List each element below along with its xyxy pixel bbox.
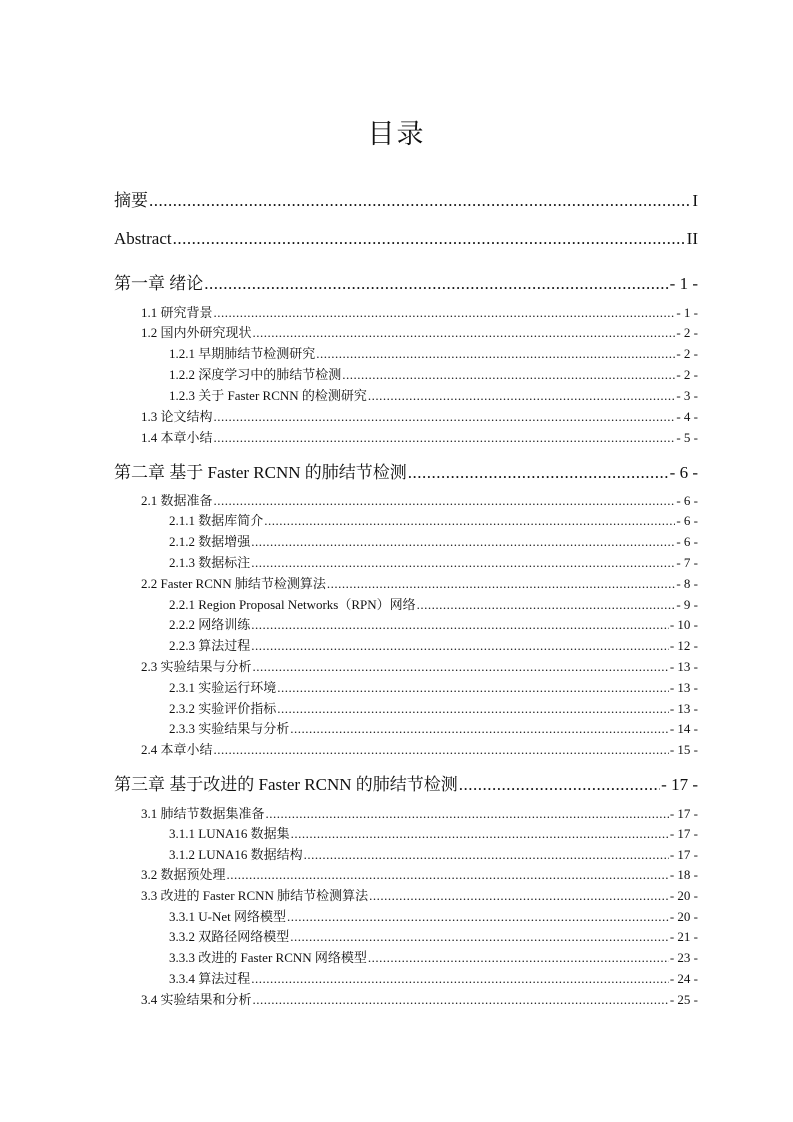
toc-dot-leader <box>369 888 669 904</box>
toc-entry-label: Abstract <box>114 229 172 248</box>
toc-dot-leader <box>214 493 676 509</box>
toc-entry-page: - 8 - <box>676 576 698 591</box>
toc-entry-label: 1.2 国内外研究现状 <box>141 325 252 340</box>
toc-entry-page: - 6 - <box>676 534 698 549</box>
toc-entry-label: 1.4 本章小结 <box>141 430 213 445</box>
toc-entry-page: - 17 - <box>661 775 698 794</box>
toc-entry[interactable] <box>169 926 698 945</box>
toc-entry-label: 3.4 实验结果和分析 <box>141 992 252 1007</box>
toc-entry-page: - 1 - <box>669 274 698 293</box>
toc-entry-page: - 17 - <box>669 847 698 862</box>
toc-entry[interactable] <box>114 770 698 795</box>
toc-dot-leader <box>214 742 669 758</box>
toc-entry[interactable] <box>141 989 698 1008</box>
toc-entry-page: - 20 - <box>669 888 698 903</box>
toc-entry[interactable] <box>169 343 698 362</box>
toc-entry-page: - 13 - <box>669 659 698 674</box>
toc-entry-label: 3.3.3 改进的 Faster RCNN 网络模型 <box>169 950 367 965</box>
toc-dot-leader <box>264 513 675 529</box>
toc-dot-leader <box>214 409 676 425</box>
toc-entry-label: 3.1.2 LUNA16 数据结构 <box>169 847 303 862</box>
toc-entry-label: 2.2.3 算法过程 <box>169 638 251 653</box>
toc-entry-label: 2.1.2 数据增强 <box>169 534 251 549</box>
toc-entry[interactable] <box>169 698 698 717</box>
toc-entry[interactable] <box>114 229 698 249</box>
toc-entry[interactable] <box>169 677 698 696</box>
toc-entry[interactable] <box>169 531 698 550</box>
toc-entry[interactable] <box>141 490 698 509</box>
toc-entry-label: 1.2.3 关于 Faster RCNN 的检测研究 <box>169 388 367 403</box>
toc-entry-label: 1.2.2 深度学习中的肺结节检测 <box>169 367 342 382</box>
toc-dot-leader <box>408 463 669 483</box>
toc-entry-label: 3.3 改进的 Faster RCNN 肺结节检测算法 <box>141 888 369 903</box>
toc-entry-page: I <box>692 191 698 210</box>
toc-entry-page: - 18 - <box>669 867 698 882</box>
toc-entry-label: 1.1 研究背景 <box>141 305 213 320</box>
toc-entry-label: 2.3.3 实验结果与分析 <box>169 721 290 736</box>
toc-entry-page: - 1 - <box>676 305 698 320</box>
toc-entry[interactable] <box>169 364 698 383</box>
toc-entry[interactable] <box>141 739 698 758</box>
toc-entry-label: 2.4 本章小结 <box>141 742 213 757</box>
toc-entry-label: 2.3.2 实验评价指标 <box>169 701 277 716</box>
toc-dot-leader <box>459 775 660 795</box>
toc-dot-leader <box>304 847 669 863</box>
toc-dot-leader <box>327 576 675 592</box>
toc-entry-page: - 9 - <box>676 597 698 612</box>
toc-entry-label: 第二章 基于 Faster RCNN 的肺结节检测 <box>114 463 407 482</box>
toc-entry[interactable] <box>141 427 698 446</box>
toc-entry[interactable] <box>169 510 698 529</box>
toc-dot-leader <box>368 388 675 404</box>
toc-dot-leader <box>251 617 669 633</box>
toc-dot-leader <box>251 638 669 654</box>
toc-entry-page: - 23 - <box>669 950 698 965</box>
toc-dot-leader <box>204 274 668 294</box>
toc-entry[interactable] <box>114 458 698 483</box>
toc-entry-label: 3.3.4 算法过程 <box>169 971 251 986</box>
toc-entry-page: - 3 - <box>676 388 698 403</box>
toc-entry-page: - 2 - <box>676 346 698 361</box>
toc-entry-page: - 24 - <box>669 971 698 986</box>
toc-dot-leader <box>368 950 669 966</box>
toc-entry-page: - 6 - <box>676 493 698 508</box>
toc-dot-leader <box>316 346 675 362</box>
toc-entry-page: - 10 - <box>669 617 698 632</box>
toc-entry-page: - 15 - <box>669 742 698 757</box>
toc-entry[interactable] <box>169 718 698 737</box>
toc-entry[interactable] <box>169 594 698 613</box>
toc-entry-label: 3.1 肺结节数据集准备 <box>141 806 265 821</box>
page-title: 目录 <box>367 119 426 150</box>
toc-entry-page: - 14 - <box>669 721 698 736</box>
toc-entry[interactable] <box>169 947 698 966</box>
toc-entry[interactable] <box>141 803 698 822</box>
toc-entry-page: - 2 - <box>676 367 698 382</box>
toc-dot-leader <box>227 867 669 883</box>
toc-dot-leader <box>291 826 669 842</box>
toc-entry-label: 3.3.1 U-Net 网络模型 <box>169 909 286 924</box>
toc-entry-label: 3.3.2 双路径网络模型 <box>169 929 290 944</box>
toc-dot-leader <box>290 721 669 737</box>
toc-entry-page: - 21 - <box>669 929 698 944</box>
toc-dot-leader <box>214 305 676 321</box>
toc-entry[interactable] <box>169 968 698 987</box>
toc-entry[interactable] <box>141 656 698 675</box>
toc-entry-page: - 4 - <box>676 409 698 424</box>
toc-entry-page: - 25 - <box>669 992 698 1007</box>
toc-entry[interactable] <box>169 552 698 571</box>
toc-entry[interactable] <box>169 614 698 633</box>
toc-dot-leader <box>149 191 691 211</box>
toc-entry-page: - 20 - <box>669 909 698 924</box>
toc-dot-leader <box>251 971 669 987</box>
toc-entry-page: - 5 - <box>676 430 698 445</box>
toc-dot-leader <box>277 680 669 696</box>
toc-entry-label: 2.2 Faster RCNN 肺结节检测算法 <box>141 576 326 591</box>
toc-entry[interactable] <box>141 864 698 883</box>
toc-entry-label: 2.2.1 Region Proposal Networks（RPN）网络 <box>169 597 416 612</box>
toc-entry-label: 2.3 实验结果与分析 <box>141 659 252 674</box>
toc-entry-page: - 13 - <box>669 680 698 695</box>
toc-entry[interactable] <box>169 635 698 654</box>
toc-entry[interactable] <box>141 322 698 341</box>
toc-dot-leader <box>266 806 669 822</box>
toc-dot-leader <box>251 555 675 571</box>
toc-entry[interactable] <box>141 406 698 425</box>
toc-entry-page: - 17 - <box>669 826 698 841</box>
toc-entry-label: 3.2 数据预处理 <box>141 867 226 882</box>
toc-dot-leader <box>251 534 675 550</box>
toc-entry-label: 2.2.2 网络训练 <box>169 617 251 632</box>
toc-entry-page: - 12 - <box>669 638 698 653</box>
toc-entry[interactable] <box>169 906 698 925</box>
toc-entry-page: II <box>686 229 698 248</box>
toc-entry-page: - 13 - <box>669 701 698 716</box>
toc-entry[interactable] <box>141 885 698 904</box>
toc-entry-label: 第三章 基于改进的 Faster RCNN 的肺结节检测 <box>114 775 458 794</box>
toc-entry[interactable] <box>141 573 698 592</box>
toc-entry-label: 第一章 绪论 <box>114 274 204 293</box>
toc-entry-page: - 7 - <box>676 555 698 570</box>
toc-dot-leader <box>214 430 676 446</box>
toc-entry[interactable] <box>169 385 698 404</box>
toc-entry[interactable] <box>169 823 698 842</box>
toc-entry[interactable] <box>169 844 698 863</box>
toc-entry-label: 摘要 <box>114 191 148 210</box>
toc-dot-leader <box>342 367 675 383</box>
toc-entry-label: 3.1.1 LUNA16 数据集 <box>169 826 290 841</box>
toc-dot-leader <box>173 229 686 249</box>
toc-entry-page: - 17 - <box>669 806 698 821</box>
toc-entry[interactable] <box>141 302 698 321</box>
toc-entry-page: - 6 - <box>676 513 698 528</box>
toc-entry-label: 2.1.1 数据库简介 <box>169 513 264 528</box>
toc-dot-leader <box>253 659 669 675</box>
toc-dot-leader <box>417 597 676 613</box>
toc-entry-label: 2.3.1 实验运行环境 <box>169 680 277 695</box>
toc-entry-page: - 6 - <box>669 463 698 482</box>
toc-dot-leader <box>287 909 669 925</box>
toc-entry[interactable] <box>114 269 698 294</box>
toc-entry-page: - 2 - <box>676 325 698 340</box>
toc-entry-label: 2.1 数据准备 <box>141 493 213 508</box>
toc-dot-leader <box>253 992 669 1008</box>
toc-dot-leader <box>290 929 669 945</box>
toc-entry-label: 2.1.3 数据标注 <box>169 555 251 570</box>
toc-dot-leader <box>253 325 676 341</box>
toc-dot-leader <box>277 701 669 717</box>
toc-entry[interactable] <box>114 186 698 211</box>
toc-entry-label: 1.3 论文结构 <box>141 409 213 424</box>
toc-entry-label: 1.2.1 早期肺结节检测研究 <box>169 346 316 361</box>
